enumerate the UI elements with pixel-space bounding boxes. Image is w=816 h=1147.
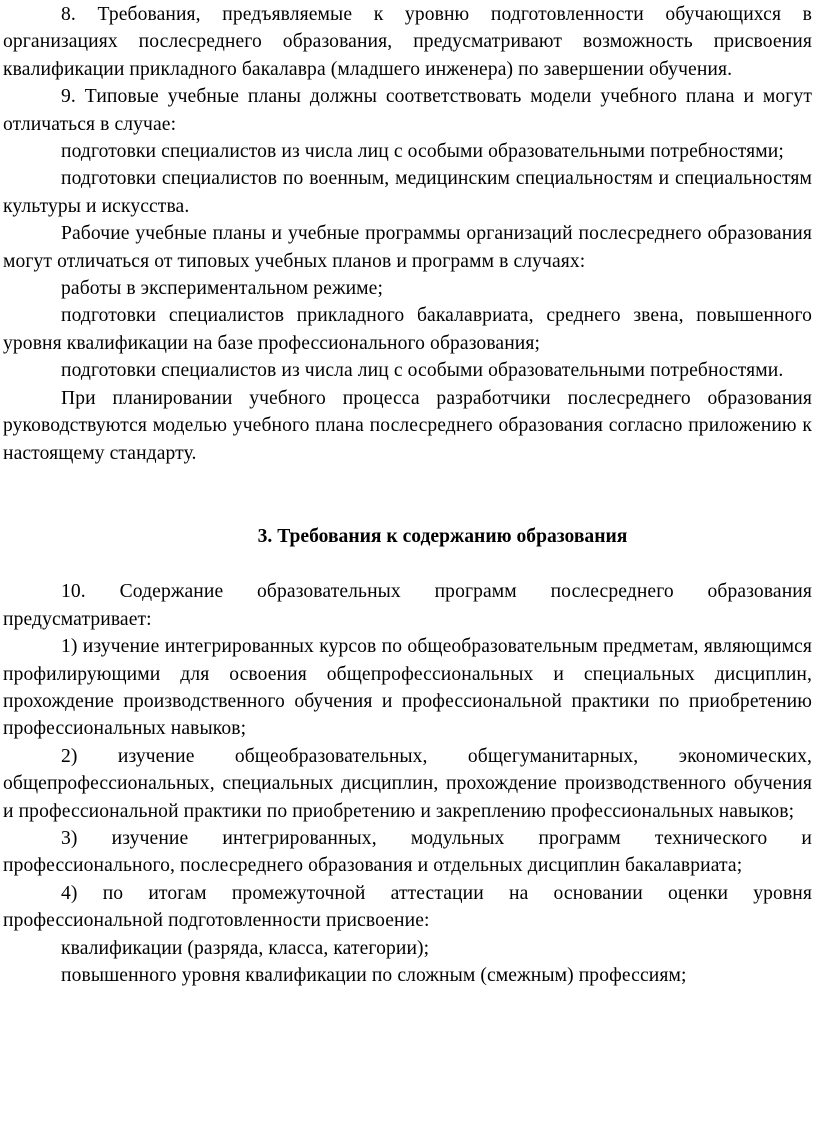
paragraph-8: 8. Требования, предъявляемые к уровню подготовленности обучающихся в организациях послесреднего образования, предусматривают возможность присвоения квалификации прикладного бакалавра (младшего инженера) по завершении обучения. [3, 4, 812, 80]
list-item: повышенного уровня квалификации по сложным (смежным) профессиям; [61, 965, 687, 986]
paragraph-9: 9. Типовые учебные планы должны соответствовать модели учебного плана и могут отличаться в случае: [3, 86, 812, 135]
list-item: 4) по итогам промежуточной аттестации на основании оценки уровня профессиональной подготовленности присвоение: [3, 882, 812, 932]
list-item: квалификации (разряда, класса, категории); [61, 937, 430, 959]
paragraph-working-plans: Рабочие учебные планы и учебные программы организаций послесреднего образования могут отличаться от типовых учебных планов и программ в случаях: [3, 223, 812, 272]
list-item: подготовки специалистов по военным, медицинским специальностям и специальностям культуры и искусства. [3, 168, 812, 217]
list-item: 2) изучение общеобразовательных, общегуманитарных, экономических, общепрофессиональных, специальных дисциплин, прохождение производственного обучения и профессиональной практики по приобретению и закреплению профессиональных навыков; [3, 745, 812, 822]
list-item: 3) изучение интегрированных, модульных программ технического и профессионального, послесреднего образования и отдельных дисциплин бакалавриата; [3, 827, 812, 877]
paragraph-10: 10. Содержание образовательных программ послесреднего образования предусматривает: [3, 581, 812, 630]
paragraph-planning: При планировании учебного процесса разработчики послесреднего образования руководствуются моделью учебного плана послесреднего образования согласно приложению к настоящему стандарту. [3, 387, 812, 464]
list-item: подготовки специалистов прикладного бакалавриата, среднего звена, повышенного уровня квалификации на базе профессионального образования; [3, 305, 812, 354]
list-item: подготовки специалистов из числа лиц с особыми образовательными потребностями; [61, 141, 784, 163]
section-heading: 3. Требования к содержанию образования [257, 525, 628, 547]
spacer [3, 550, 812, 578]
list-item: работы в экспериментальном режиме; [61, 278, 384, 300]
list-item: подготовки специалистов из числа лиц с особыми образовательными потребностями. [61, 360, 784, 382]
list-item: 1) изучение интегрированных курсов по общеобразовательным предметам, являющимся профилирующими для освоения общепрофессиональных и специальных дисциплин, прохождение производственного обучения и профессиональной практики по приобретению профессиональных навыков; [3, 636, 812, 740]
spacer [3, 467, 812, 523]
